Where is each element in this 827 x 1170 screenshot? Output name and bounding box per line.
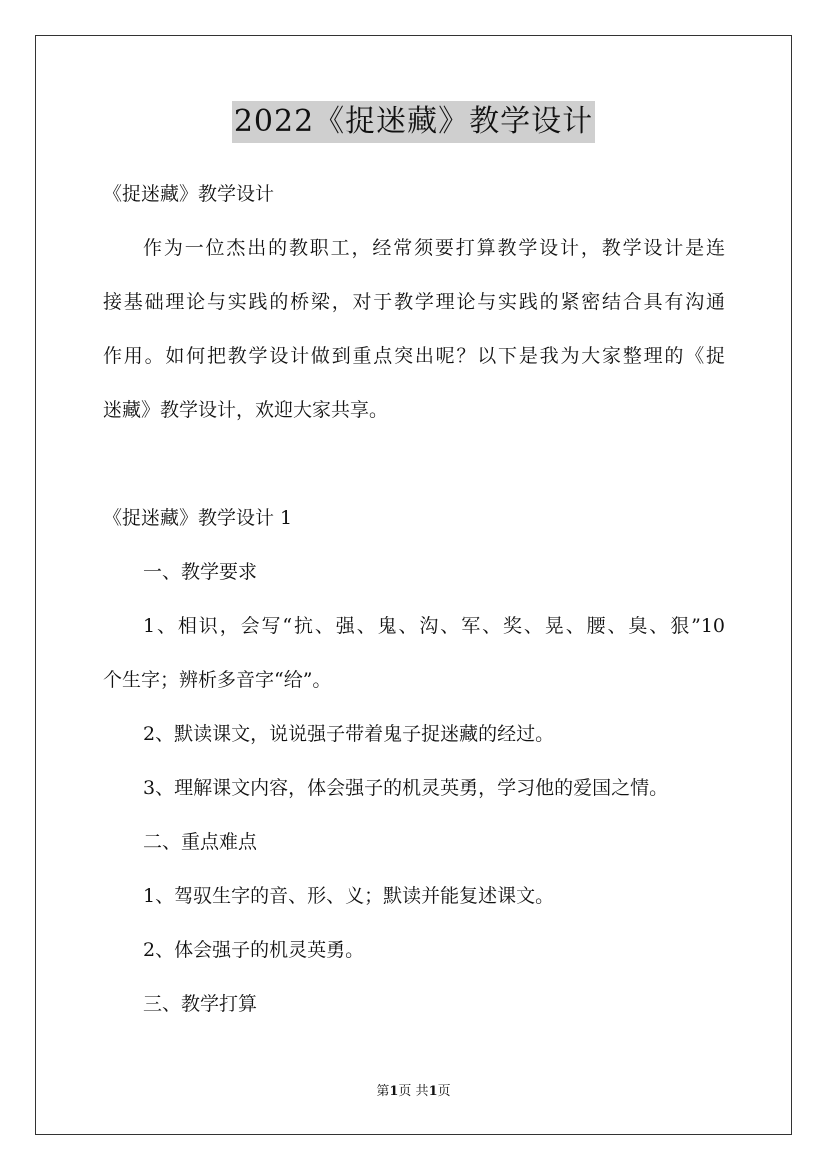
footer-page-suffix: 页	[437, 1084, 451, 1099]
footer-page-total: 1	[428, 1084, 438, 1099]
document-title: 2022《捉迷藏》教学设计	[232, 101, 595, 143]
intro-line-3: 作用。如何把教学设计做到重点突出呢？以下是我为大家整理的《捉	[103, 345, 725, 367]
requirement-1-line-2: 个生字；辨析多音字“给”。	[103, 669, 332, 691]
footer-page-number: 1	[389, 1084, 399, 1099]
section-heading: 《捉迷藏》教学设计 1	[103, 507, 293, 529]
page-footer	[0, 1083, 827, 1101]
title-container	[0, 101, 827, 143]
part2-heading: 二、重点难点	[143, 831, 258, 853]
intro-line-1: 作为一位杰出的教职工，经常须要打算教学设计，教学设计是连	[143, 237, 725, 259]
requirement-3: 3、理解课文内容，体会强子的机灵英勇，学习他的爱国之情。	[143, 777, 669, 799]
footer-page-mid: 页 共	[398, 1084, 429, 1099]
part3-heading: 三、教学打算	[143, 993, 258, 1015]
part1-heading: 一、教学要求	[143, 561, 258, 583]
subtitle: 《捉迷藏》教学设计	[103, 183, 275, 205]
footer-page-prefix: 第	[376, 1084, 390, 1099]
requirement-1-line-1: 1、相识，会写“抗、强、鬼、沟、军、奖、晃、腰、臭、狠”10	[143, 615, 725, 637]
intro-line-4: 迷藏》教学设计，欢迎大家共享。	[103, 399, 389, 421]
key-point-2: 2、体会强子的机灵英勇。	[143, 939, 365, 961]
key-point-1: 1、驾驭生字的音、形、义；默读并能复述课文。	[143, 885, 555, 907]
intro-line-2: 接基础理论与实践的桥梁，对于教学理论与实践的紧密结合具有沟通	[103, 291, 725, 313]
requirement-2: 2、默读课文，说说强子带着鬼子捉迷藏的经过。	[143, 723, 555, 745]
